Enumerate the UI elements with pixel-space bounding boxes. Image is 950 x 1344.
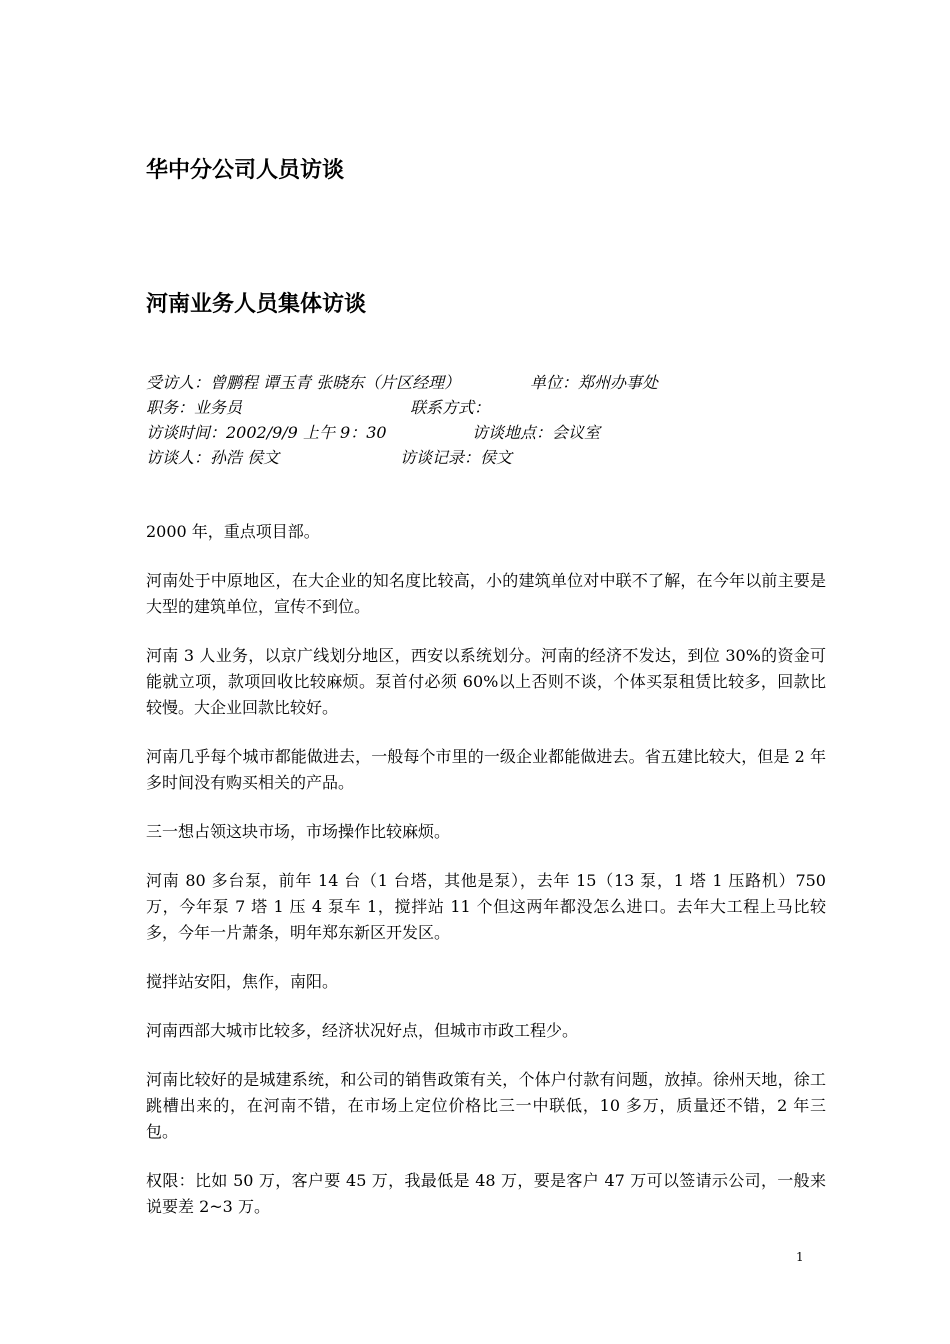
paragraph: 河南处于中原地区，在大企业的知名度比较高，小的建筑单位对中联不了解，在今年以前主要是大型的建筑单位，宣传不到位。 [146,571,826,616]
meta-interviewees: 受访人：曾鹏程 谭玉青 张晓东（片区经理） [146,373,461,392]
paragraph: 2000 年，重点项目部。 [146,522,320,541]
document-title: 华中分公司人员访谈 [146,158,345,183]
paragraph: 三一想占领这块市场，市场操作比较麻烦。 [146,822,451,841]
paragraph: 河南西部大城市比较多，经济状况好点，但城市市政工程少。 [146,1021,579,1040]
interview-notes [146,519,826,1243]
section-title: 河南业务人员集体访谈 [146,292,367,317]
meta-location: 访谈地点：会议室 [472,423,601,442]
paragraph: 河南 80 多台泵，前年 14 台（1 台塔，其他是泵），去年 15（13 泵，1 塔 1 压路机）750 万，今年泵 7 塔 1 压 4 泵车 1，搅拌站 11 个但这两年都没怎么进口。去年大工程上马比较多，今年一片萧条，明年郑东新区开发区。 [146,871,826,942]
meta-contact: 联系方式： [410,398,491,417]
meta-unit: 单位：郑州办事处 [530,373,659,392]
meta-position: 职务：业务员 [146,398,243,417]
paragraph: 权限：比如 50 万，客户要 45 万，我最低是 48 万，要是客户 47 万可以签请示公司，一般来说要差 2~3 万。 [146,1171,826,1216]
paragraph: 河南比较好的是城建系统，和公司的销售政策有关，个体户付款有问题，放掉。徐州天地，徐工跳槽出来的，在河南不错，在市场上定位价格比三一中联低，10 多万，质量还不错，2 年三包。 [146,1070,826,1141]
meta-interviewers: 访谈人：孙浩 侯文 [146,448,280,467]
page-number: 1 [796,1250,804,1264]
meta-interview-time: 访谈时间：2002/9/9 上午 9：30 [146,423,387,442]
paragraph: 搅拌站安阳，焦作，南阳。 [146,972,339,991]
paragraph: 河南 3 人业务，以京广线划分地区，西安以系统划分。河南的经济不发达，到位 30%的资金可能就立项，款项回收比较麻烦。泵首付必须 60%以上否则不谈，个体买泵租赁比较多，回款比较慢。大企业回款比较好。 [146,646,826,717]
paragraph: 河南几乎每个城市都能做进去，一般每个市里的一级企业都能做进去。省五建比较大，但是 2 年多时间没有购买相关的产品。 [146,747,826,792]
meta-recorder: 访谈记录：侯文 [400,448,513,467]
